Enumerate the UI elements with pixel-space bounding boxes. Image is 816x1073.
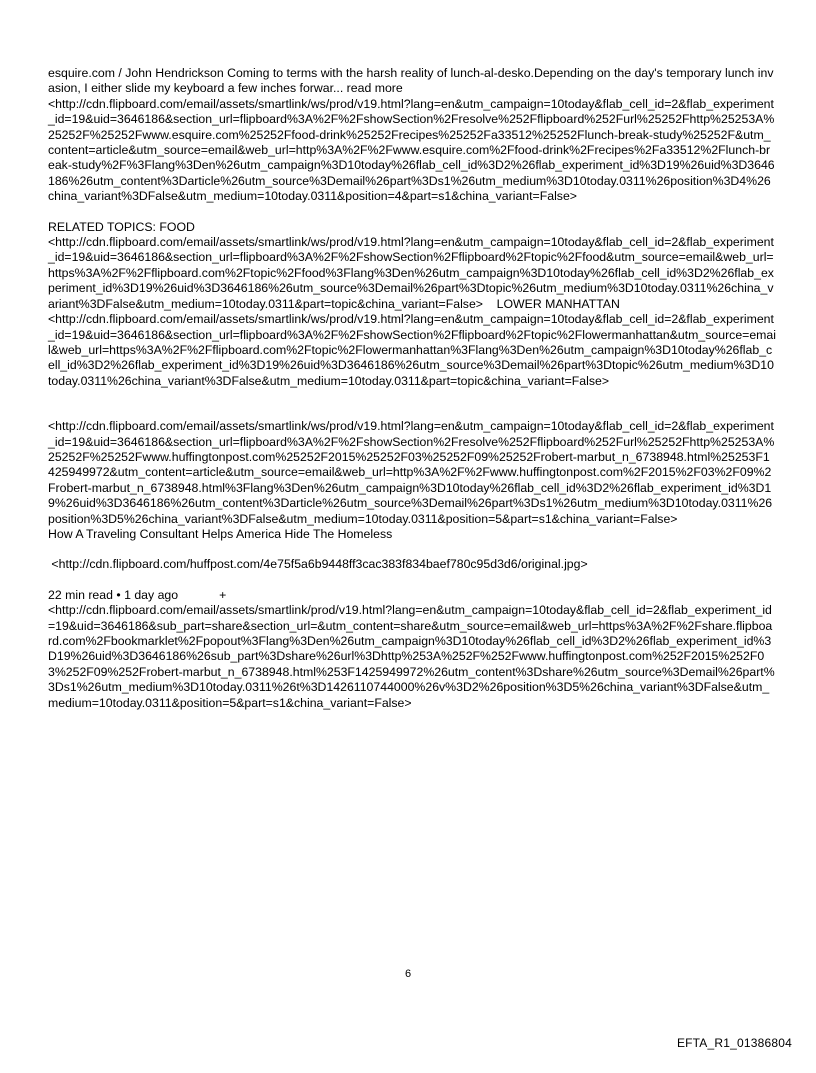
- share-link[interactable]: <http://cdn.flipboard.com/email/assets/smartlink/prod/v19.html?lang=en&utm_campaign=10today&flab_cell_id=2&flab_experiment_id=19&uid=3646186&sub_part=share&section_url=&utm_content=share&utm_source=email&web_url=https%3A%2F%2Fshare.flipboard.com%2Fbookmarklet%2Fpopout%3Flang%3Den%26utm_campaign%3D10today%26flab_cell_id%3D2%26flab_experiment_id%3D19%26uid%3D3646186%26sub_part%3Dshare%26url%3Dhttp%253A%252F%252Fwww.huffingtonpost.com%252F2015%252F03%252F09%252Frobert-marbut_n_6738948.html%253F1425949972%26utm_content%3Dshare%26utm_source%3Demail%26part%3Ds1%26utm_medium%3D10today.0311%26t%3D1426110744000%26v%3D2%26position%3D5%26china_variant%3DFalse&utm_medium=10today.0311&position=5&part=s1&china_variant=False>: [48, 603, 775, 710]
- article-summary: esquire.com / John Hendrickson Coming to terms with the harsh reality of lunch-al-desko.Depending on the day's temporary lunch invasion, I either slide my keyboard a few inches forwar... read more: [48, 66, 774, 96]
- topic-food-link[interactable]: <http://cdn.flipboard.com/email/assets/smartlink/ws/prod/v19.html?lang=en&utm_campaign=10today&flab_cell_id=2&flab_experiment_id=19&uid=3646186&section_url=flipboard%3A%2F%2FshowSection%2Fflipboard%2Ftopic%2Ffood&utm_source=email&web_url=https%3A%2F%2Fflipboard.com%2Ftopic%2Ffood%3Flang%3Den%26utm_campaign%3D10today%26flab_cell_id%3D2%26flab_experiment_id%3D19%26uid%3D3646186%26utm_source%3Demail%26part%3Dtopic%26utm_medium%3D10today.0311%26china_variant%3DFalse&utm_medium=10today.0311&part=topic&china_variant=False>: [48, 235, 774, 311]
- article-meta-row: [48, 588, 776, 603]
- document-page: [48, 66, 776, 711]
- related-topics-block: [48, 235, 776, 312]
- share-plus-icon[interactable]: +: [219, 587, 227, 602]
- image-link[interactable]: <http://cdn.flipboard.com/huffpost.com/4e75f5a6b9448ff3cac383f834baef780c95d3d6/original.jpg>: [48, 557, 588, 572]
- related-topics-heading: RELATED TOPICS: FOOD: [48, 219, 195, 234]
- topic-lower-manhattan[interactable]: LOWER MANHATTAN: [496, 296, 620, 311]
- article-meta: 22 min read • 1 day ago: [48, 587, 179, 602]
- document-id: EFTA_R1_01386804: [676, 1036, 792, 1050]
- article-link[interactable]: <http://cdn.flipboard.com/email/assets/smartlink/ws/prod/v19.html?lang=en&utm_campaign=10today&flab_cell_id=2&flab_experiment_id=19&uid=3646186&section_url=flipboard%3A%2F%2FshowSection%2Fresolve%252Fflipboard%252Furl%25252Fhttp%25253A%25252F%25252Fwww.huffingtonpost.com%25252F2015%25252F03%25252F09%25252Frobert-marbut_n_6738948.html%25253F1425949972&utm_content=article&utm_source=email&web_url=http%3A%2F%2Fwww.huffingtonpost.com%2F2015%2F03%2F09%2Frobert-marbut_n_6738948.html%3Flang%3Den%26utm_campaign%3D10today%26flab_cell_id%3D2%26flab_experiment_id%3D19%26uid%3D3646186%26utm_content%3Darticle%26utm_source%3Demail%26part%3Ds1%26utm_medium%3D10today.0311%26position%3D5%26china_variant%3DFalse&utm_medium=10today.0311&position=5&part=s1&china_variant=False>: [48, 419, 775, 526]
- topic-lower-manhattan-link[interactable]: <http://cdn.flipboard.com/email/assets/smartlink/ws/prod/v19.html?lang=en&utm_campaign=10today&flab_cell_id=2&flab_experiment_id=19&uid=3646186&section_url=flipboard%3A%2F%2FshowSection%2Fflipboard%2Ftopic%2Flowermanhattan&utm_source=email&web_url=https%3A%2F%2Fflipboard.com%2Ftopic%2Flowermanhattan%3Flang%3Den%26utm_campaign%3D10today%26flab_cell_id%3D2%26flab_experiment_id%3D19%26uid%3D3646186%26utm_source%3Demail%26part%3Dtopic%26utm_medium%3D10today.0311%26china_variant%3DFalse&utm_medium=10today.0311&part=topic&china_variant=False>: [48, 312, 776, 388]
- article-title: How A Traveling Consultant Helps America Hide The Homeless: [48, 526, 393, 541]
- article-link[interactable]: <http://cdn.flipboard.com/email/assets/smartlink/ws/prod/v19.html?lang=en&utm_campaign=10today&flab_cell_id=2&flab_experiment_id=19&uid=3646186&section_url=flipboard%3A%2F%2FshowSection%2Fresolve%252Fflipboard%252Furl%25252Fhttp%25253A%25252F%25252Fwww.esquire.com%25252Ffood-drink%25252Frecipes%25252Fa33512%25252Flunch-break-study%25252F&utm_content=article&utm_source=email&web_url=http%3A%2F%2Fwww.esquire.com%2Ffood-drink%2Frecipes%2Fa33512%2Flunch-break-study%2F%3Flang%3Den%26utm_campaign%3D10today%26flab_cell_id%3D2%26flab_experiment_id%3D19%26uid%3D3646186%26utm_content%3Darticle%26utm_source%3Demail%26part%3Ds1%26utm_medium%3D10today.0311%26position%3D4%26china_variant%3DFalse&utm_medium=10today.0311&position=4&part=s1&china_variant=False>: [48, 96, 775, 204]
- page-number: 6: [404, 968, 412, 980]
